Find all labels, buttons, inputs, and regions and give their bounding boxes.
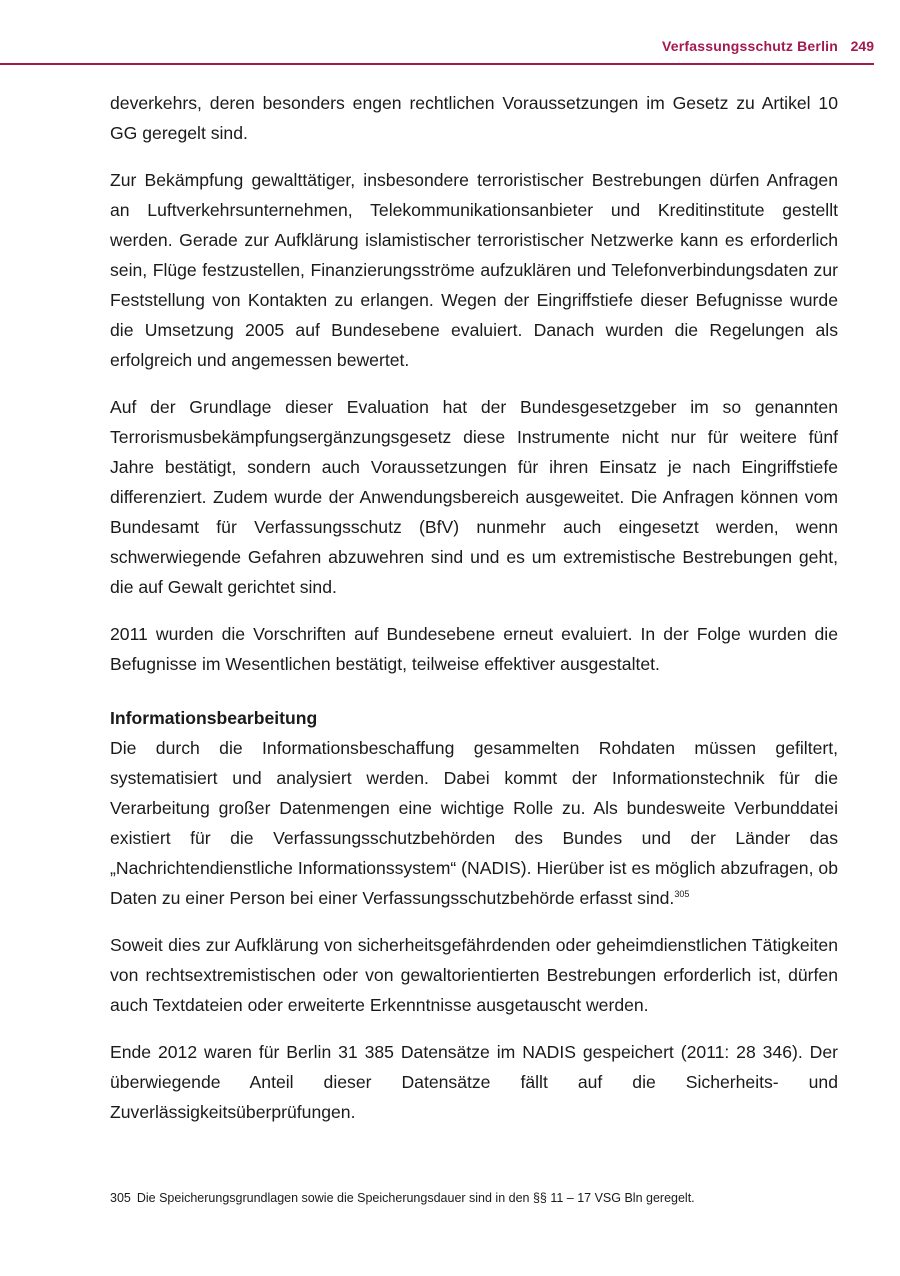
section-heading: Informationsbearbeitung	[110, 708, 318, 728]
paragraph: 2011 wurden die Vorschriften auf Bundesebene erneut evaluiert. In der Folge wurden die Befugnisse im Wesentlichen bestätigt, teilweise effektiver ausgestaltet.	[110, 624, 838, 674]
paragraph: deverkehrs, deren besonders engen rechtlichen Voraussetzungen im Gesetz zu Artikel 10 GG geregelt sind.	[110, 93, 838, 143]
header-rule	[0, 63, 874, 65]
section-intro-paragraph	[110, 733, 838, 913]
paragraph: Zur Bekämpfung gewalttätiger, insbesondere terroristischer Bestrebungen dürfen Anfragen an Luftverkehrsunternehmen, Telekommunikationsanbieter und Kreditinstitute gestellt werden. Gerade zur Aufklärung islamistischer terroristischer Netzwerke kann es erforderlich sein, Flüge festzustellen, Finanzierungsströme aufzuklären und Telefonverbindungsdaten zur Feststellung von Kontakten zu erlangen. Wegen der Eingriffstiefe dieser Befugnisse wurde die Umsetzung 2005 auf Bundesebene evaluiert. Danach wurden die Regelungen als erfolgreich und angemessen bewertet.	[110, 170, 838, 370]
page-body	[110, 88, 838, 1144]
paragraph: Soweit dies zur Aufklärung von sicherheitsgefährdenden oder geheimdienstlichen Tätigkeiten von rechtsextremistischen oder von gewaltorientierten Bestrebungen erforderlich ist, dürfen auch Textdateien oder erweiterte Erkenntnisse ausgetauscht werden.	[110, 935, 838, 1015]
paragraph: Ende 2012 waren für Berlin 31 385 Datensätze im NADIS gespeichert (2011: 28 346). Der überwiegende Anteil dieser Datensätze fällt auf die Sicherheits- und Zuverlässigkeitsüberprüfungen.	[110, 1042, 838, 1122]
footnote-number: 305	[110, 1191, 131, 1205]
footnote-reference[interactable]: 305	[674, 889, 690, 900]
paragraph: Auf der Grundlage dieser Evaluation hat der Bundesgesetzgeber im so genannten Terrorismusbekämpfungsergänzungsgesetz diese Instrumente nicht nur für weitere fünf Jahre bestätigt, sondern auch Voraussetzungen für ihren Einsatz je nach Eingriffstiefe differenziert. Zudem wurde der Anwendungsbereich ausgeweitet. Die Anfragen können vom Bundesamt für Verfassungsschutz (BfV) nunmehr auch eingesetzt werden, wenn schwerwiegende Gefahren abzuwehren sind und es um extremistische Bestrebungen geht, die auf Gewalt gerichtet sind.	[110, 397, 838, 597]
page-number: 249	[850, 38, 874, 54]
footnote	[110, 1189, 850, 1207]
footnote-text: Die Speicherungsgrundlagen sowie die Speicherungsdauer sind in den §§ 11 – 17 VSG Bln geregelt.	[136, 1191, 695, 1205]
section-intro-text: Die durch die Informationsbeschaffung gesammelten Rohdaten müssen gefiltert, systematisiert und analysiert werden. Dabei kommt der Informationstechnik für die Verarbeitung großer Datenmengen eine wichtige Rolle zu. Als bundesweite Verbunddatei existiert für die Verfassungsschutzbehörden des Bundes und der Länder das „Nachrichtendienstliche Informationssystem“ (NADIS). Hierüber ist es möglich abzufragen, ob Daten zu einer Person bei einer Verfassungsschutzbehörde erfasst sind.	[110, 738, 838, 908]
page-header	[0, 38, 874, 60]
running-title: Verfassungsschutz Berlin	[662, 38, 838, 54]
